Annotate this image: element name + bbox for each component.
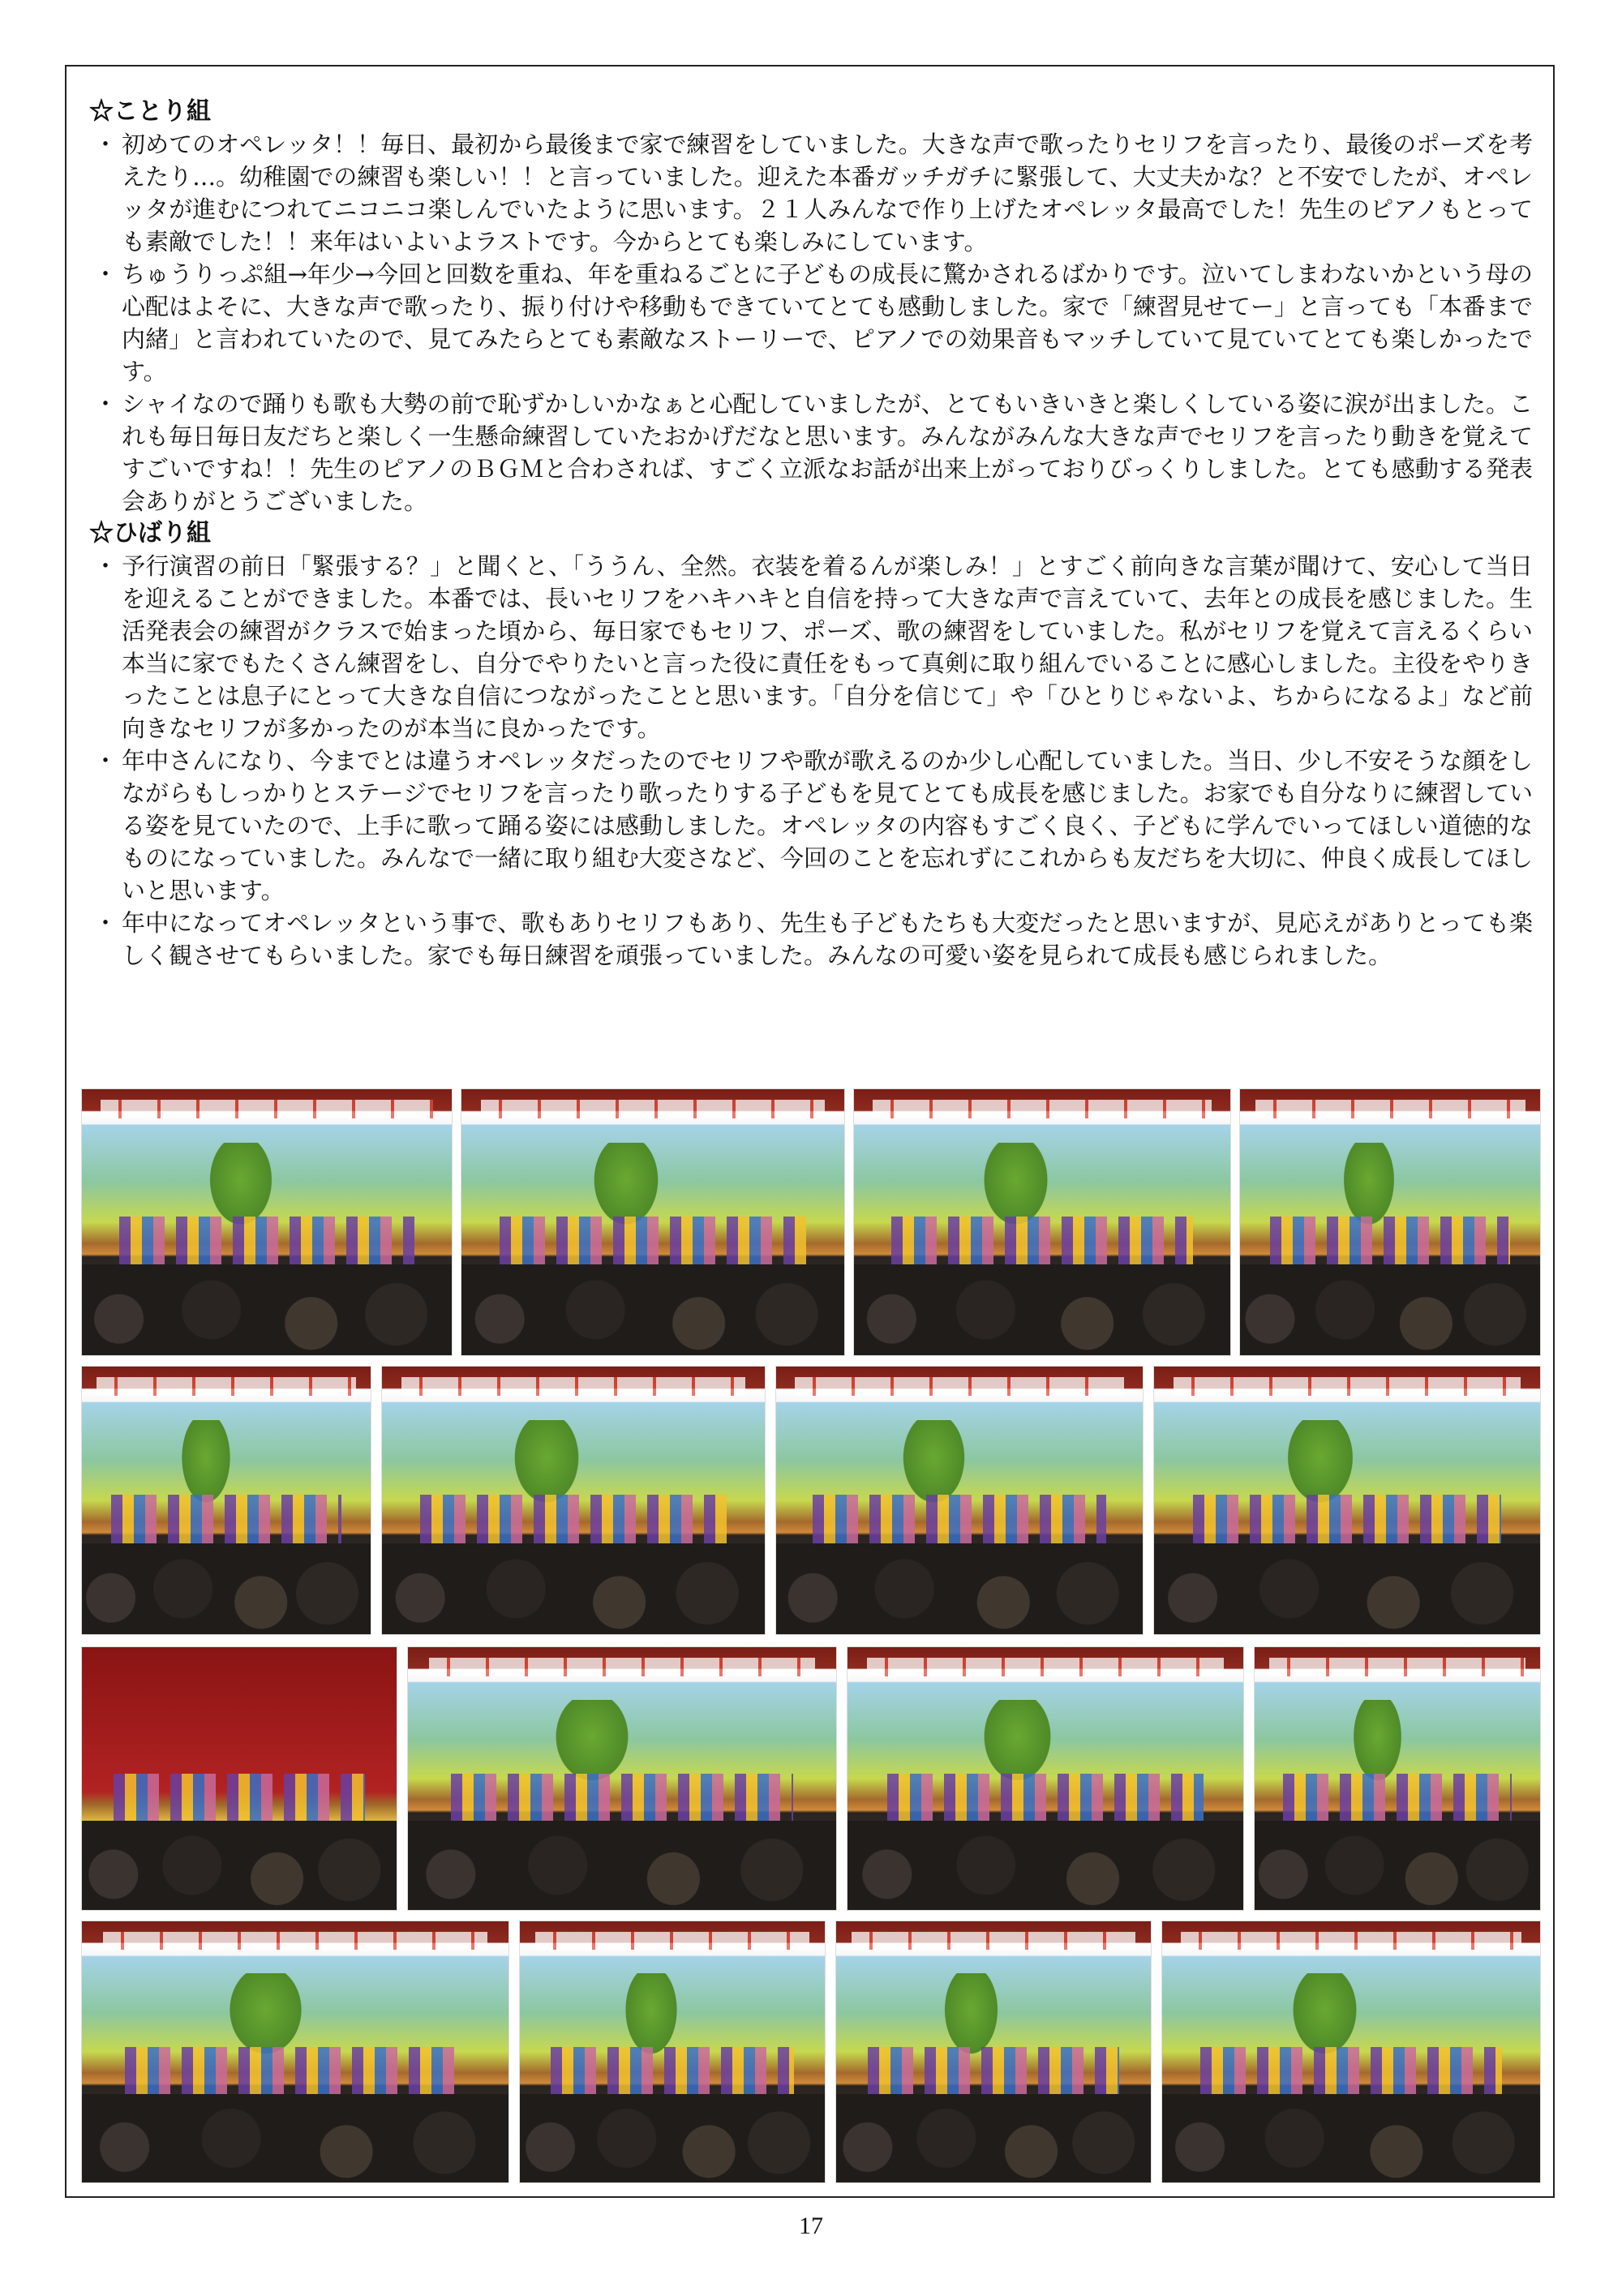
stage-photo	[1161, 1920, 1541, 2183]
stage-photo	[81, 1920, 509, 2183]
text-area	[89, 96, 1533, 972]
kotori-comment-2-text: ちゅうりっぷ組→年少→今回と回数を重ね、年を重ねるごとに子どもの成長に驚かされるばかりです。泣いてしまわないかという母の心配はよそに、大きな声で歌ったり、振り付けや移動もできていてとても感動しました。家で「練習見せてー」と言っても「本番まで内緒」と言われていたので、見てみたらとても素敵なストーリーで、ピアノでの効果音もマッチしていて見ていてとても楽しかったです。	[122, 260, 1534, 385]
stage-photo	[1254, 1646, 1541, 1911]
kotori-comment-1-text: 初めてのオペレッタ！！毎日、最初から最後まで家で練習をしていました。大きな声で歌ったりセリフを言ったり、最後のポーズを考えたり…。幼稚園での練習も楽しい！！と言っていました。迎えた本番ガッチガチに緊張して、大丈夫かな？と不安でしたが、オペレッタが進むにつれてニコニコ楽しんでいたように思います。２１人みんなで作り上げたオペレッタ最高でした！先生のピアノもとっても素敵でした！！来年はいよいよラストです。今からとても楽しみにしています。	[122, 131, 1533, 255]
photo-collage	[81, 1088, 1541, 2183]
hibari-comment-1-text: 予行演習の前日「緊張する？」と聞くと、「ううん、全然。衣装を着るんが楽しみ！」とすごく前向きな言葉が聞けて、安心して当日を迎えることができました。本番では、長いセリフをハキハキと自信を持って大きな声で言えていて、去年との成長を感じました。生活発表会の練習がクラスで始まった頃から、毎日家でもセリフ、ポーズ、歌の練習をしていました。私がセリフを覚えて言えるくらい本当に家でもたくさん練習をし、自分でやりたいと言った役に責任をもって真剣に取り組んでいることに感心しました。主役をやりきったことは息子にとって大きな自信につながったことと思います。「自分を信じて」や「ひとりじゃないよ、ちからになるよ」など前向きなセリフが多かったのが本当に良かったです。	[122, 552, 1534, 742]
hibari-comment-1	[89, 550, 1533, 745]
hibari-heading: ☆ひばり組	[89, 519, 211, 547]
bullet: ・	[93, 260, 118, 288]
bullet: ・	[93, 747, 118, 775]
kotori-comment-3-text: シャイなので踊りも歌も大勢の前で恥ずかしいかなぁと心配していましたが、とてもいきいきと楽しくしている姿に涙が出ました。これも毎日毎日友だちと楽しく一生懸命練習していたおかげだなと思います。みんながみんな大きな声でセリフを言ったり動きを覚えてすごいですね！！先生のピアノのＢＧＭと合わされば、すごく立派なお話が出来上がっておりびっくりしました。とても感動する発表会ありがとうございました。	[122, 390, 1533, 515]
stage-photo	[407, 1646, 837, 1911]
hibari-comment-3	[89, 907, 1533, 972]
stage-photo	[847, 1646, 1244, 1911]
kotori-heading: ☆ことり組	[89, 97, 211, 126]
stage-photo	[775, 1366, 1144, 1635]
kotori-comment-1	[89, 128, 1533, 258]
stage-photo	[381, 1366, 766, 1635]
page-number: 17	[799, 2212, 823, 2239]
bullet: ・	[93, 552, 118, 580]
hibari-comment-2	[89, 745, 1533, 907]
curtain-photo	[81, 1646, 397, 1911]
stage-photo	[835, 1920, 1152, 2183]
bullet: ・	[93, 909, 118, 937]
stage-photo	[1239, 1088, 1541, 1356]
stage-photo	[1153, 1366, 1541, 1635]
hibari-comment-2-text: 年中さんになり、今までとは違うオペレッタだったのでセリフや歌が歌えるのか少し心配していました。当日、少し不安そうな顔をしながらもしっかりとステージでセリフを言ったり歌ったりする子どもを見てとても成長を感じました。お家でも自分なりに練習している姿を見ていたので、上手に歌って踊る姿には感動しました。オペレッタの内容もすごく良く、子どもに学んでいってほしい道徳的なものになっていました。みんなで一緒に取り組む大変さなど、今回のことを忘れずにこれからも友だちを大切に、仲良く成長してほしいと思います。	[122, 747, 1534, 904]
stage-photo	[853, 1088, 1231, 1356]
stage-photo	[81, 1088, 453, 1356]
kotori-comment-2	[89, 258, 1533, 388]
kotori-comment-3	[89, 388, 1533, 517]
stage-photo	[461, 1088, 845, 1356]
hibari-comment-3-text: 年中になってオペレッタという事で、歌もありセリフもあり、先生も子どもたちも大変だったと思いますが、見応えがありとっても楽しく観させてもらいました。家でも毎日練習を頑張っていました。みんなの可愛い姿を見られて成長も感じられました。	[122, 909, 1533, 969]
stage-photo	[81, 1366, 371, 1635]
bullet: ・	[93, 131, 118, 158]
stage-photo	[519, 1920, 826, 2183]
bullet: ・	[93, 390, 118, 418]
